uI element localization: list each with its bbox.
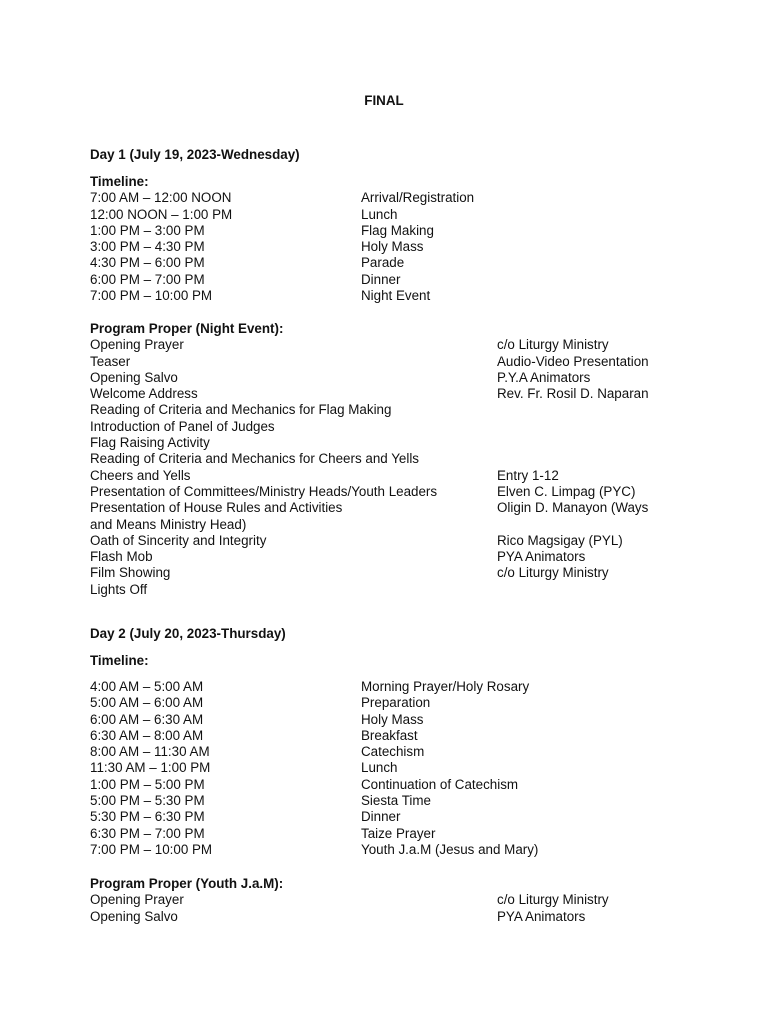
program-item: Film Showing	[90, 565, 171, 581]
time-slot: 5:00 AM – 6:00 AM	[90, 695, 204, 711]
program-item: Opening Salvo	[90, 369, 178, 385]
program-row	[90, 451, 750, 467]
program-row	[90, 435, 750, 451]
time-slot: 11:30 AM – 1:00 PM	[90, 760, 211, 776]
activity: Catechism	[361, 744, 425, 760]
activity: Lunch	[361, 206, 398, 222]
program-row	[90, 549, 750, 565]
program-row	[90, 419, 750, 435]
timeline-row	[90, 842, 750, 858]
program-item: Oath of Sincerity and Integrity	[90, 532, 267, 548]
time-slot: 5:00 PM – 5:30 PM	[90, 793, 205, 809]
time-slot: 5:30 PM – 6:30 PM	[90, 809, 205, 825]
program-item: Teaser	[90, 353, 131, 369]
timeline-row	[90, 679, 750, 695]
program-by: PYA Animators	[497, 908, 586, 924]
time-slot: 6:00 PM – 7:00 PM	[90, 271, 205, 287]
timeline-row	[90, 695, 750, 711]
time-slot: 7:00 PM – 10:00 PM	[90, 288, 213, 304]
time-slot: 7:00 PM – 10:00 PM	[90, 841, 213, 857]
activity: Preparation	[361, 695, 431, 711]
program-item: Opening Prayer	[90, 892, 184, 908]
time-slot: 4:30 PM – 6:00 PM	[90, 255, 205, 271]
program-row	[90, 370, 750, 386]
program-by: Elven C. Limpag (PYC)	[497, 483, 636, 499]
day1-program	[90, 321, 750, 598]
program-by: PYA Animators	[497, 549, 586, 565]
timeline-row	[90, 190, 750, 206]
program-row	[90, 484, 750, 500]
timeline-row	[90, 712, 750, 728]
activity: Holy Mass	[361, 239, 424, 255]
timeline-row	[90, 272, 750, 288]
program-item: Cheers and Yells	[90, 467, 191, 483]
time-slot: 6:00 AM – 6:30 AM	[90, 711, 204, 727]
activity: Continuation of Catechism	[361, 776, 519, 792]
program-row	[90, 582, 750, 598]
activity: Flag Making	[361, 222, 434, 238]
time-slot: 7:00 AM – 12:00 NOON	[90, 190, 232, 206]
time-slot: 1:00 PM – 5:00 PM	[90, 776, 205, 792]
timeline-row	[90, 239, 750, 255]
program-item: and Means Ministry Head)	[90, 516, 247, 532]
timeline-row	[90, 288, 750, 304]
program-by: P.Y.A Animators	[497, 369, 591, 385]
activity: Siesta Time	[361, 793, 431, 809]
program-row	[90, 468, 750, 484]
timeline-row	[90, 728, 750, 744]
timeline-row	[90, 255, 750, 271]
activity: Dinner	[361, 809, 401, 825]
program-item: Introduction of Panel of Judges	[90, 418, 275, 434]
day2-timeline-label-block	[90, 653, 750, 669]
program-by: Rev. Fr. Rosil D. Naparan	[497, 386, 649, 402]
activity: Night Event	[361, 288, 431, 304]
program-by: c/o Liturgy Ministry	[497, 565, 609, 581]
timeline-row	[90, 826, 750, 842]
day2-heading	[90, 626, 750, 642]
program-row	[90, 565, 750, 581]
timeline-row	[90, 207, 750, 223]
activity: Arrival/Registration	[361, 190, 475, 206]
day-heading: Day 2 (July 20, 2023-Thursday)	[90, 626, 286, 641]
program-item: Opening Prayer	[90, 337, 184, 353]
day2-program	[90, 876, 750, 925]
timeline-row	[90, 809, 750, 825]
program-by: Oligin D. Manayon (Ways	[497, 500, 649, 516]
program-item: Reading of Criteria and Mechanics for Cheers and Yells	[90, 451, 419, 467]
program-row	[90, 337, 750, 353]
program-item: Lights Off	[90, 581, 148, 597]
timeline-row	[90, 760, 750, 776]
program-item: Flash Mob	[90, 549, 153, 565]
program-row	[90, 517, 750, 533]
program-row	[90, 500, 750, 516]
program-row	[90, 892, 750, 908]
day-heading: Day 1 (July 19, 2023-Wednesday)	[90, 147, 300, 162]
activity: Lunch	[361, 760, 398, 776]
program-item: Presentation of Committees/Ministry Heads/Youth Leaders	[90, 483, 438, 499]
program-row	[90, 402, 750, 418]
timeline-row	[90, 793, 750, 809]
activity: Youth J.a.M (Jesus and Mary)	[361, 841, 539, 857]
timeline-label: Timeline:	[90, 653, 149, 668]
day1-timeline	[90, 174, 750, 304]
activity: Morning Prayer/Holy Rosary	[361, 679, 530, 694]
day2-timeline	[90, 679, 750, 858]
timeline-row	[90, 744, 750, 760]
program-item: Opening Salvo	[90, 908, 178, 924]
program-item: Presentation of House Rules and Activities	[90, 500, 343, 516]
program-item: Reading of Criteria and Mechanics for Flag Making	[90, 402, 392, 418]
time-slot: 12:00 NOON – 1:00 PM	[90, 206, 233, 222]
activity: Parade	[361, 255, 405, 271]
program-label: Program Proper (Youth J.a.M):	[90, 876, 284, 891]
time-slot: 6:30 PM – 7:00 PM	[90, 825, 205, 841]
program-by: Entry 1-12	[497, 467, 559, 483]
program-label: Program Proper (Night Event):	[90, 321, 284, 336]
time-slot: 4:00 AM – 5:00 AM	[90, 679, 204, 694]
program-item: Welcome Address	[90, 386, 198, 402]
timeline-row	[90, 777, 750, 793]
program-by: c/o Liturgy Ministry	[497, 337, 609, 353]
program-row	[90, 533, 750, 549]
program-item: Flag Raising Activity	[90, 435, 210, 451]
time-slot: 1:00 PM – 3:00 PM	[90, 222, 205, 238]
program-row	[90, 354, 750, 370]
document-title: FINAL	[364, 93, 404, 108]
time-slot: 6:30 AM – 8:00 AM	[90, 727, 204, 743]
timeline-row	[90, 223, 750, 239]
time-slot: 8:00 AM – 11:30 AM	[90, 744, 210, 760]
activity: Taize Prayer	[361, 825, 436, 841]
program-row	[90, 386, 750, 402]
program-by: c/o Liturgy Ministry	[497, 892, 609, 908]
activity: Dinner	[361, 271, 401, 287]
activity: Breakfast	[361, 727, 418, 743]
program-by: Audio-Video Presentation	[497, 353, 649, 369]
activity: Holy Mass	[361, 711, 424, 727]
day1-heading	[90, 147, 750, 163]
program-row	[90, 909, 750, 925]
time-slot: 3:00 PM – 4:30 PM	[90, 239, 205, 255]
timeline-label: Timeline:	[90, 174, 149, 189]
program-by: Rico Magsigay (PYL)	[497, 532, 623, 548]
